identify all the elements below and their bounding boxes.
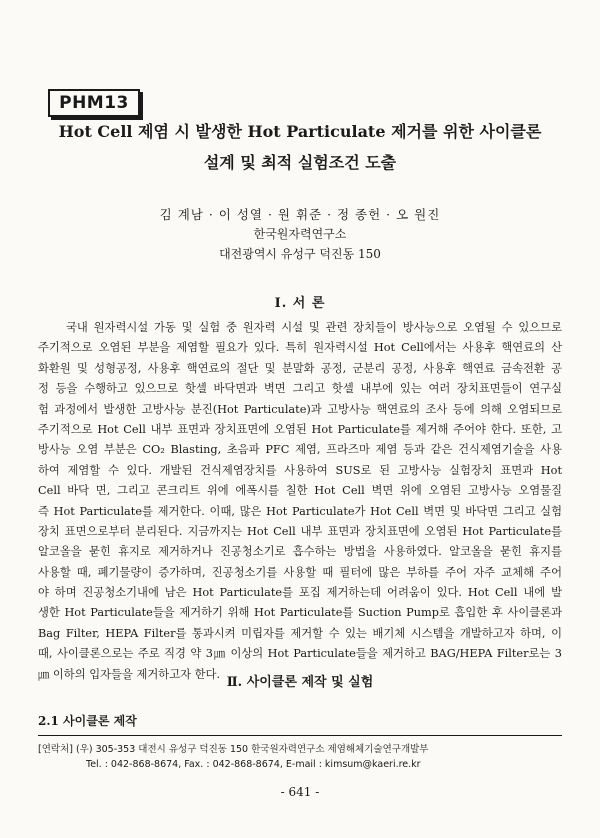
body-line: 정 등을 수행하고 있으므로 핫셀 바닥면과 벽면 그리고 핫셀 내부에 있는 여러 장치표면들이 연구실 xyxy=(38,382,562,396)
body-line: 장치 표면으로부터 분리된다. 지금까지는 Hot Cell 내부 표면과 장치표면에 오염된 Hot Particulate를 xyxy=(38,524,562,538)
body-line: 사용할 때, 폐기물량이 증가하며, 진공청소기를 사용할 때 필터에 많은 부하를 주어 자주 교체해 주어 xyxy=(38,565,562,579)
paper-code-badge: PHM13 xyxy=(48,89,140,117)
body-line: ㎛ 이하의 입자들을 제거하고자 한다. xyxy=(38,667,221,681)
title-line-2: 설계 및 최적 실험조건 도출 xyxy=(203,153,397,172)
contact-phone-email: Tel. : 042-868-8674, Fax. : 042-868-8674, E-mail : kimsum@kaeri.re.kr xyxy=(86,759,421,770)
body-line: 주기적으로 오염된 부분을 제염할 필요가 있다. 특히 원자력시설 Hot Cell에서는 사용후 핵연료의 산 xyxy=(38,341,562,355)
body-line: Cell 바닥 면, 그리고 콘크리트 위에 에폭시를 칠한 Hot Cell 벽면 위에 오염된 고방사능 오염물질 xyxy=(38,484,562,498)
page-number: - 641 - xyxy=(280,785,320,799)
body-line: 야 하며 진공청소기내에 남은 Hot Particulate를 포집 제거하는데 어려움이 있다. Hot Cell 내에 발 xyxy=(38,586,562,600)
title-line-1: Hot Cell 제염 시 발생한 Hot Particulate 제거를 위한 사이클론 xyxy=(58,122,542,141)
affiliation: 한국원자력연구소 xyxy=(253,227,347,241)
body-line: 하여 제염할 수 있다. 개발된 건식제염장치를 사용하여 SUS로 된 고방사능 실험장치 표면과 Hot xyxy=(38,463,562,477)
address: 대전광역시 유성구 덕진동 150 xyxy=(219,247,381,261)
body-line: 알코올을 묻힌 휴지로 제거하거나 진공청소기로 흡수하는 방법을 사용하였다. 알코올을 묻힌 휴지를 xyxy=(38,545,562,559)
body-line: 방사능 오염 부분은 CO₂ Blasting, 초음파 PFC 제염, 프라즈마 제염 등과 같은 건식제염기술을 사용 xyxy=(38,443,562,457)
body-line: 화환원 및 성형공정, 사용후 핵연료의 절단 및 분말화 공정, 군분리 공정, 사용후 핵연료 금속전환 공 xyxy=(38,361,562,375)
body-line: 생한 Hot Particulate들을 제거하기 위해 Hot Particulate를 Suction Pump로 흡입한 후 사이클론과 xyxy=(38,606,562,620)
subsection-heading: 2.1 사이클론 제작 xyxy=(38,714,137,728)
body-line: 즉 Hot Particulate를 제거한다. 이때, 많은 Hot Particulate가 Hot Cell 벽면 및 바닥면 그리고 실험 xyxy=(38,504,562,518)
body-line: Bag Filter, HEPA Filter를 통과시켜 미립자를 제거할 수 있는 배기체 시스템을 개발하고자 하며, 이 xyxy=(38,626,562,640)
body-line: 주기적으로 Hot Cell 내부 표면과 장치표면에 오염된 Hot Particulate를 제거해 주어야 한다. 또한, 고 xyxy=(38,422,562,436)
body-line: 험 과정에서 발생한 고방사능 분진(Hot Particulate)과 고방사능 핵연료의 조사 등에 의해 오염되므로 xyxy=(38,402,562,416)
body-line: 국내 원자력시설 가동 및 실험 중 원자력 시설 및 관련 장치들이 방사능으로 오염될 수 있으므로 xyxy=(66,321,562,334)
footnote-divider xyxy=(38,735,562,736)
authors: 김 계남 · 이 성열 · 원 휘준 · 정 종헌 · 오 원진 xyxy=(159,207,441,222)
section-heading-introduction: Ⅰ. 서 론 xyxy=(274,296,326,311)
contact-address: [연락처] (우) 305-353 대전시 유성구 덕진동 150 한국원자력연구소 제염해체기술연구개발부 xyxy=(38,744,429,755)
body-paragraph xyxy=(38,318,562,685)
body-line: 때, 사이클론으로는 주로 직경 약 3㎛ 이상의 Hot Particulate들을 제거하고 BAG/HEPA Filter로는 3 xyxy=(38,647,562,661)
section-heading-cyclone: Ⅱ. 사이클론 제작 및 실험 xyxy=(226,675,374,690)
